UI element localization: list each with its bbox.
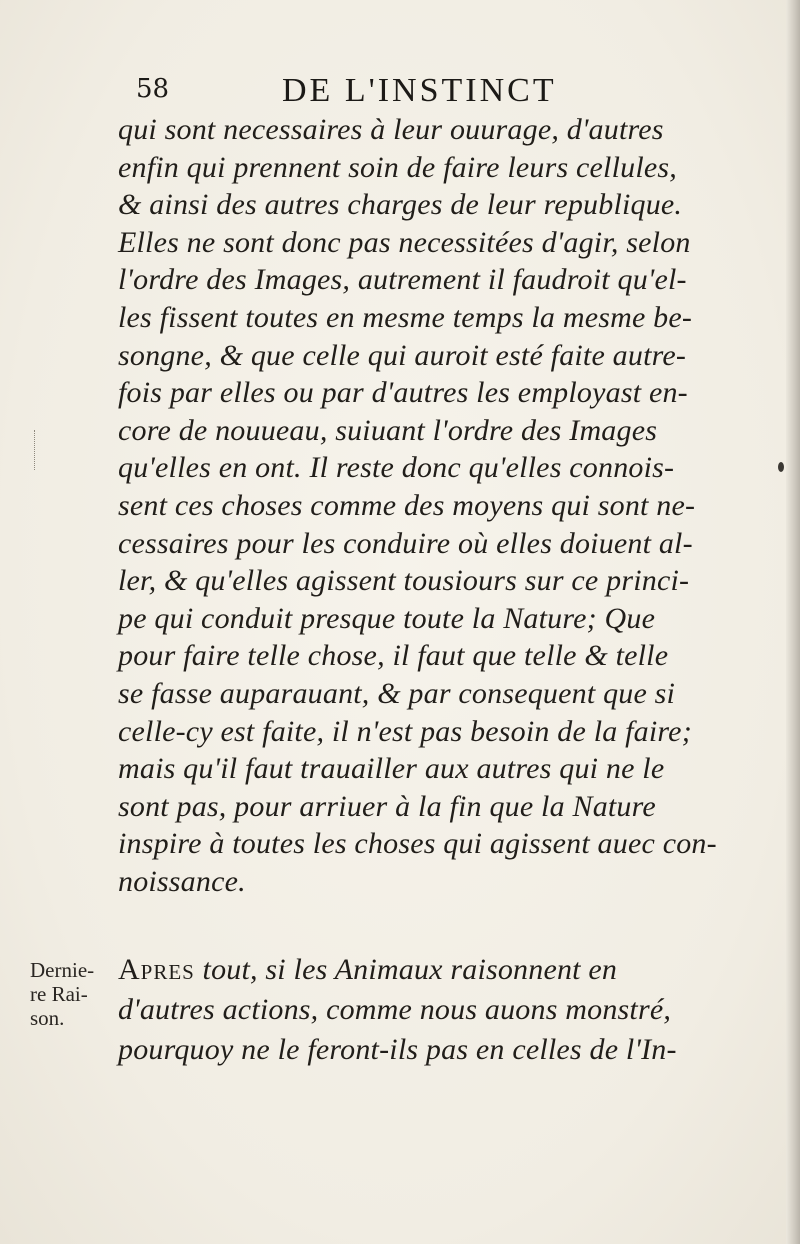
main-paragraph [118, 111, 738, 900]
text-line: & ainsi des autres charges de leur republique. [118, 188, 683, 222]
text-line: qu'elles en ont. Il reste donc qu'elles connois- [118, 451, 675, 485]
marginal-note-line: Dernie- [30, 958, 95, 982]
margin-ink-mark [34, 430, 38, 470]
text-line: qui sont necessaires à leur ouurage, d'autres [118, 113, 664, 146]
text-line: l'ordre des Images, autrement il faudroit qu'el- [118, 263, 687, 297]
text-line: noissance. [118, 864, 246, 898]
running-head: DE L'INSTINCT [282, 72, 557, 109]
text-line: les fissent toutes en mesme temps la mesme be- [118, 300, 693, 334]
text-line: d'autres actions, comme nous auons monstré, [118, 993, 672, 1026]
page-edge [786, 0, 800, 1244]
text-line: core de nouueau, suiuant l'ordre des Images [118, 413, 658, 447]
marginal-note-line: son. [30, 1006, 65, 1030]
text-line: cessaires pour les conduire où elles doiuent al- [118, 526, 693, 560]
text-line: se fasse auparauant, & par consequent que si [118, 676, 676, 710]
marginal-note-line: re Rai- [30, 982, 88, 1006]
text-line-rest: tout, si les Animaux raisonnent en [194, 953, 618, 986]
text-line: fois par elles ou par d'autres les employast en- [118, 376, 688, 410]
text-line: pourquoy ne le feront-ils pas en celles de l'In- [118, 1033, 677, 1066]
text-line [118, 950, 738, 990]
marginal-note [30, 958, 130, 1030]
text-line: Elles ne sont donc pas necessitées d'agir, selon [118, 225, 691, 259]
text-line: pour faire telle chose, il faut que telle & telle [118, 639, 669, 673]
text-line: inspire à toutes les choses qui agissent auec con- [118, 827, 717, 861]
text-line: songne, & que celle qui auroit esté faite autre- [118, 338, 687, 372]
text-line: mais qu'il faut trauailler aux autres qui ne le [118, 752, 665, 786]
paragraph-initial-word: Apres [118, 953, 195, 986]
text-line: enfin qui prennent soin de faire leurs cellules, [118, 150, 677, 184]
margin-dot-mark [778, 462, 784, 472]
second-paragraph [118, 950, 738, 1070]
text-line: sent ces choses comme des moyens qui sont ne- [118, 488, 696, 522]
text-line: pe qui conduit presque toute la Nature; Que [118, 601, 656, 635]
text-line: ler, & qu'elles agissent tousiours sur ce princi- [118, 564, 690, 598]
page-number: 58 [136, 74, 170, 104]
page-header [136, 70, 606, 114]
text-line: sont pas, pour arriuer à la fin que la Nature [118, 789, 656, 823]
text-line: celle-cy est faite, il n'est pas besoin de la faire; [118, 714, 692, 748]
